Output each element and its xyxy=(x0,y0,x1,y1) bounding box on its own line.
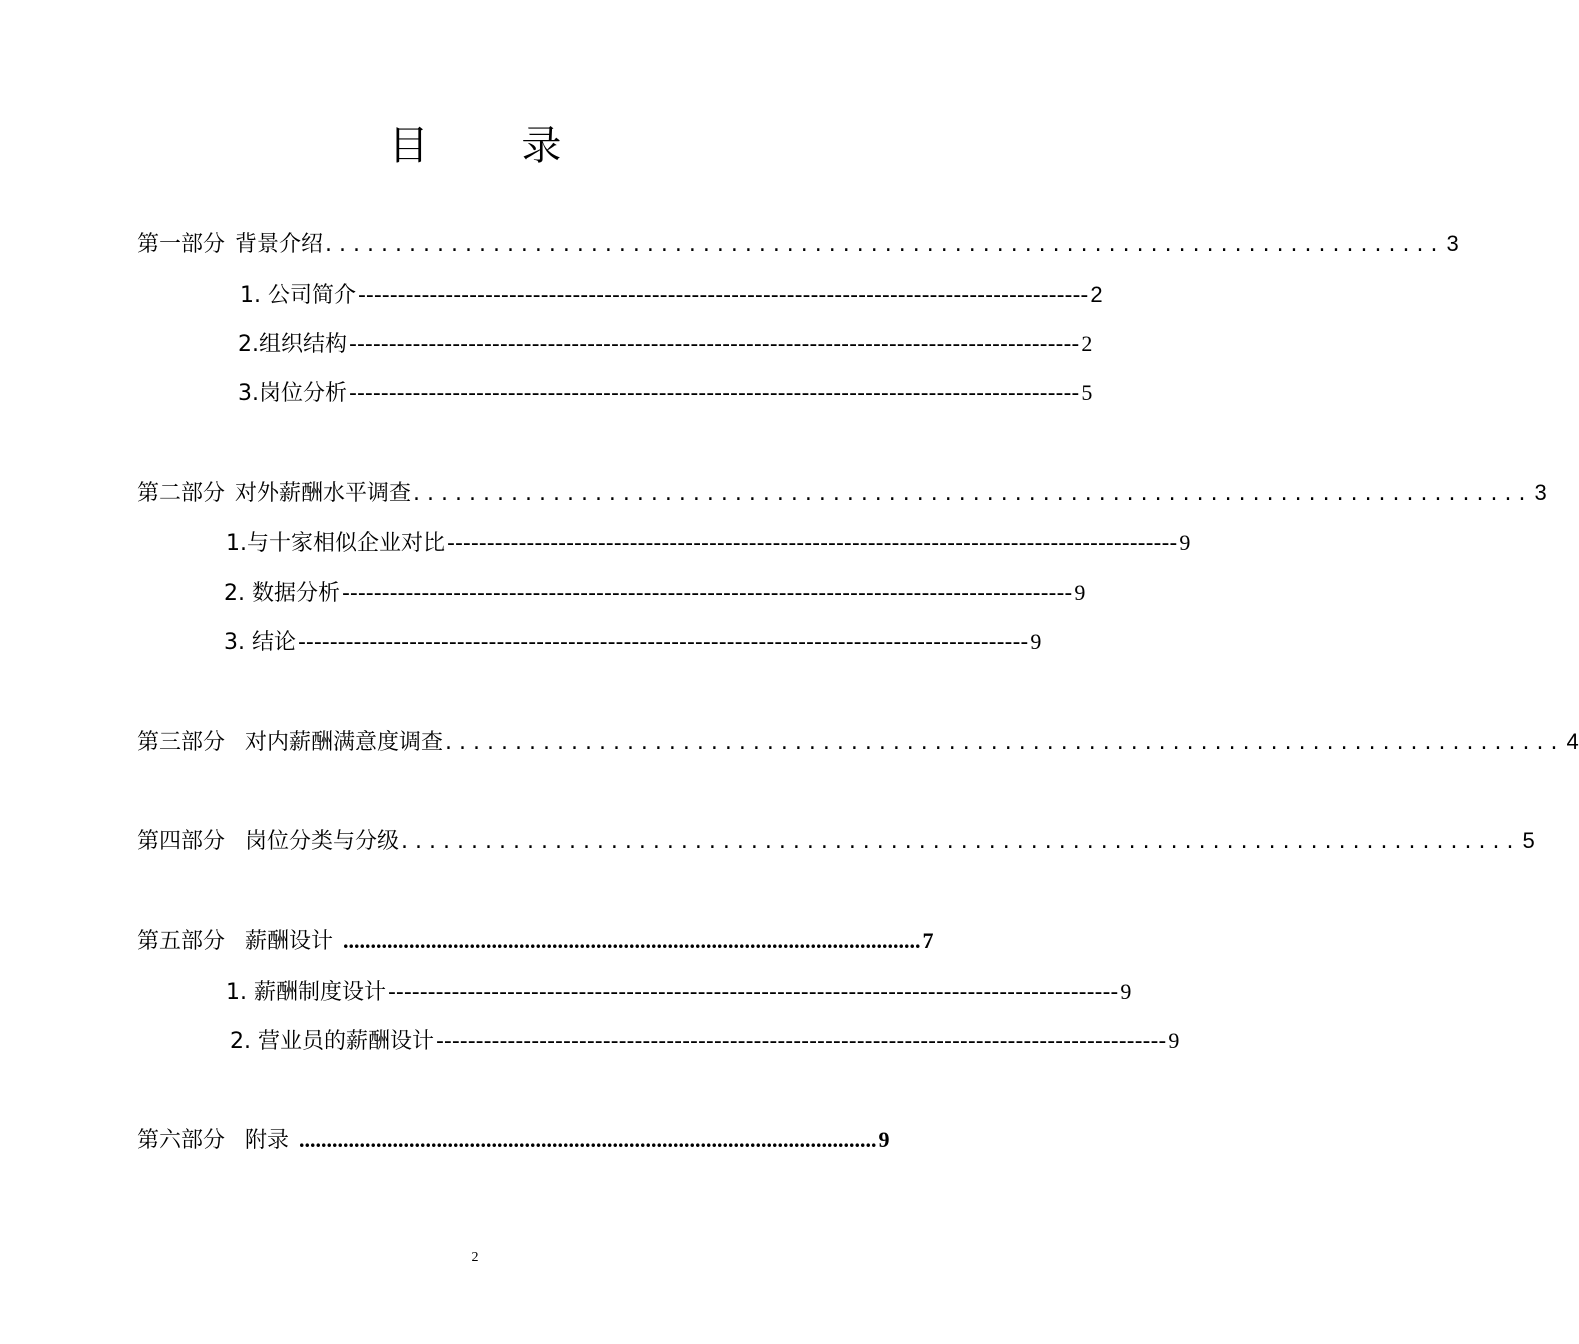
dot-leader: ................................................................................ xyxy=(413,481,1533,506)
toc-section-2[interactable] xyxy=(137,477,1547,510)
toc-section-4[interactable] xyxy=(137,825,1535,858)
toc-sub-1-3[interactable] xyxy=(238,377,1093,410)
dash-leader: -------------------------------------------------------------------------------------------- xyxy=(435,1029,1167,1054)
sub-text: 2. 营业员的薪酬设计 xyxy=(230,1029,434,1054)
toc-sub-5-2[interactable] xyxy=(230,1025,1180,1058)
sub-text: 3.岗位分析 xyxy=(238,381,347,406)
dash-leader: -------------------------------------------------------------------------------------------- xyxy=(349,381,1080,406)
toc-section-5[interactable] xyxy=(137,925,934,958)
section-label: 第五部分 xyxy=(137,929,226,954)
dash-leader: -------------------------------------------------------------------------------------------- xyxy=(349,332,1080,357)
section-label: 第六部分 xyxy=(137,1128,226,1153)
dot-leader: ................................................................................ xyxy=(445,730,1565,755)
sub-text: 3. 结论 xyxy=(224,630,296,655)
toc-section-1[interactable] xyxy=(137,228,1459,261)
page-number: 5 xyxy=(1081,380,1093,405)
page-number: 3 xyxy=(1446,231,1459,256)
section-text: 背景介绍 xyxy=(235,232,324,257)
page-number: 3 xyxy=(1534,480,1547,505)
section-text: 附录 xyxy=(245,1128,290,1153)
section-text: 岗位分类与分级 xyxy=(245,829,400,854)
toc-title: 目 录 xyxy=(388,123,602,169)
dot-leader: ................................................................................ xyxy=(325,232,1445,257)
sub-text: 1.与十家相似企业对比 xyxy=(226,531,445,556)
dash-leader: -------------------------------------------------------------------------------------------- xyxy=(387,980,1119,1005)
sub-text: 2.组织结构 xyxy=(238,332,347,357)
section-label: 第二部分 xyxy=(137,481,226,506)
section-label: 第四部分 xyxy=(137,829,226,854)
page-number: 2 xyxy=(1090,282,1103,307)
page-number: 9 xyxy=(878,1127,890,1152)
page-number: 9 xyxy=(1179,530,1191,555)
dot-leader: ......................................................................................................... xyxy=(299,1127,877,1152)
dash-leader: -------------------------------------------------------------------------------------------- xyxy=(341,581,1073,606)
section-text: 薪酬设计 xyxy=(245,929,334,954)
dash-leader: -------------------------------------------------------------------------------------------- xyxy=(447,531,1178,556)
page-number: 2 xyxy=(1081,331,1093,356)
sub-text: 2. 数据分析 xyxy=(224,581,340,606)
page-number: 4 xyxy=(1566,729,1579,754)
toc-sub-5-1[interactable] xyxy=(226,976,1132,1009)
sub-text: 1. 薪酬制度设计 xyxy=(226,980,386,1005)
toc-sub-1-2[interactable] xyxy=(238,328,1093,361)
toc-section-6[interactable] xyxy=(137,1124,890,1157)
section-text: 对内薪酬满意度调查 xyxy=(245,730,444,755)
toc-sub-2-1[interactable] xyxy=(226,527,1191,560)
dash-leader: -------------------------------------------------------------------------------------------- xyxy=(297,630,1029,655)
toc-sub-2-2[interactable] xyxy=(224,577,1086,610)
page-number: 9 xyxy=(1030,629,1042,654)
section-label: 第三部分 xyxy=(137,730,226,755)
dash-leader: -------------------------------------------------------------------------------------------- xyxy=(357,283,1089,308)
sub-text: 1. 公司简介 xyxy=(240,283,356,308)
toc-sub-1-1[interactable] xyxy=(240,279,1103,312)
page-number: 9 xyxy=(1168,1028,1180,1053)
page-number: 9 xyxy=(1120,979,1132,1004)
footer-page-number: 2 xyxy=(471,1250,479,1265)
toc-sub-2-3[interactable] xyxy=(224,626,1042,659)
page-number: 9 xyxy=(1074,580,1086,605)
section-label: 第一部分 xyxy=(137,232,226,257)
dot-leader: ................................................................................ xyxy=(401,829,1521,854)
toc-section-3[interactable] xyxy=(137,726,1579,759)
page-number: 7 xyxy=(922,928,934,953)
section-text: 对外薪酬水平调查 xyxy=(235,481,412,506)
dot-leader: ......................................................................................................... xyxy=(343,928,921,953)
page-number: 5 xyxy=(1522,828,1535,853)
